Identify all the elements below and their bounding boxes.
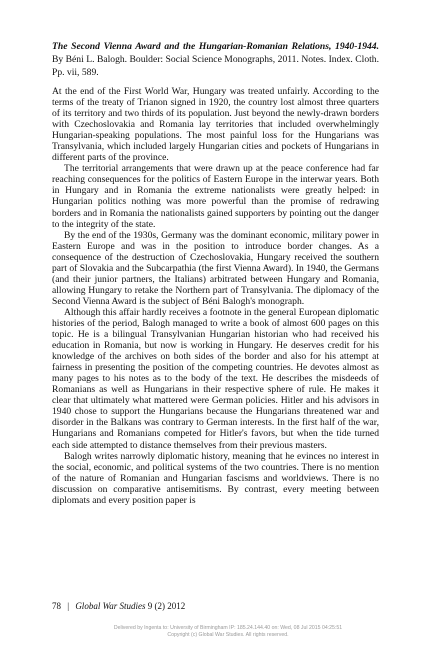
delivery-watermark: Delivered by Ingenta to: University of Birmingham IP: 185.24.144.40 on: Wed, 08 Jul 2015 04:25:51 bbox=[113, 625, 343, 631]
journal-issue: 9 (2) 2012 bbox=[147, 601, 186, 611]
paragraph: At the end of the First World War, Hungary was treated unfairly. According to the terms of the treaty of Trianon signed in 1920, the country lost almost three quarters of its territory and two thirds of its population. Just beyond the newly-drawn borders with Czechoslovakia and Romania lay territories that included overwhelmingly Hungarian-speaking populations. The most painful loss for the Hungarians was Transylvania, which included largely Hungarian cities and pockets of Hungarians in different parts of the province. bbox=[52, 86, 379, 164]
page-number: 78 bbox=[52, 601, 61, 611]
review-body bbox=[52, 86, 379, 506]
paragraph: Although this affair hardly receives a footnote in the general European diplomatic histories of the period, Balogh managed to write a book of almost 600 pages on this topic. He is a bilingual Transylvanian Hungarian historian who had received his education in Romania, but now is working in Hungary. He deserves credit for his knowledge of the archives on both sides of the border and also for his attempt at fairness in presenting the position of the competing countries. He devotes almost as many pages to his notes as to the body of the text. He describes the misdeeds of Romanians as well as Hungarians in their respective sphere of rule. He makes it clear that ultimately what mattered were German policies. Hitler and his advisors in 1940 chose to support the Hungarians because the Hungarians threatened war and disorder in the Balkans was contrary to German interests. In the first half of the war, Hungarians and Romanians competed for Hitler's favors, but when the tide turned each side attempted to distance themselves from their previous masters. bbox=[52, 306, 379, 451]
paragraph: By the end of the 1930s, Germany was the dominant economic, military power in Eastern Europe and was in the position to introduce border changes. As a consequence of the destruction of Czechoslovakia, Hungary received the southern part of Slovakia and the Subcarpathia (the first Vienna Award). In 1940, the Germans (and their junior partners, the Italians) arbitrated between Hungary and Romania, allowing Hungary to retake the Northern part of Transylvania. The diplomacy of the Second Vienna Award is the subject of Béni Balogh's monograph. bbox=[52, 229, 379, 307]
paragraph: The territorial arrangements that were drawn up at the peace conference had far reaching consequences for the politics of Eastern Europe in the interwar years. Both in Hungary and in Romania the extreme nationalists were greatly helped: in Hungarian politics nothing was more powerful than the promise of redrawing borders and in Romania the nationalists gained supporters by pointing out the danger to the integrity of the state. bbox=[52, 163, 379, 230]
footer-separator: | bbox=[67, 601, 70, 611]
copyright-watermark: Copyright (c) Global War Studies. All rights reserved. bbox=[167, 632, 289, 638]
review-header bbox=[52, 40, 379, 79]
journal-name: Global War Studies bbox=[75, 601, 146, 611]
book-title: The Second Vienna Award and the Hungarian-Romanian Relations, 1940-1944. bbox=[52, 41, 379, 52]
book-citation: By Béni L. Balogh. Boulder: Social Science Monographs, 2011. Notes. Index. Cloth. Pp. vii, 589. bbox=[52, 54, 379, 78]
paragraph: Balogh writes narrowly diplomatic history, meaning that he evinces no interest in the social, economic, and political systems of the two countries. There is no mention of the nature of Romanian and Hungarian fascisms and worldviews. There is no discussion on comparative antisemitisms. By contrast, every meeting between diplomats and every position paper is bbox=[52, 450, 379, 506]
page-footer bbox=[52, 600, 379, 612]
